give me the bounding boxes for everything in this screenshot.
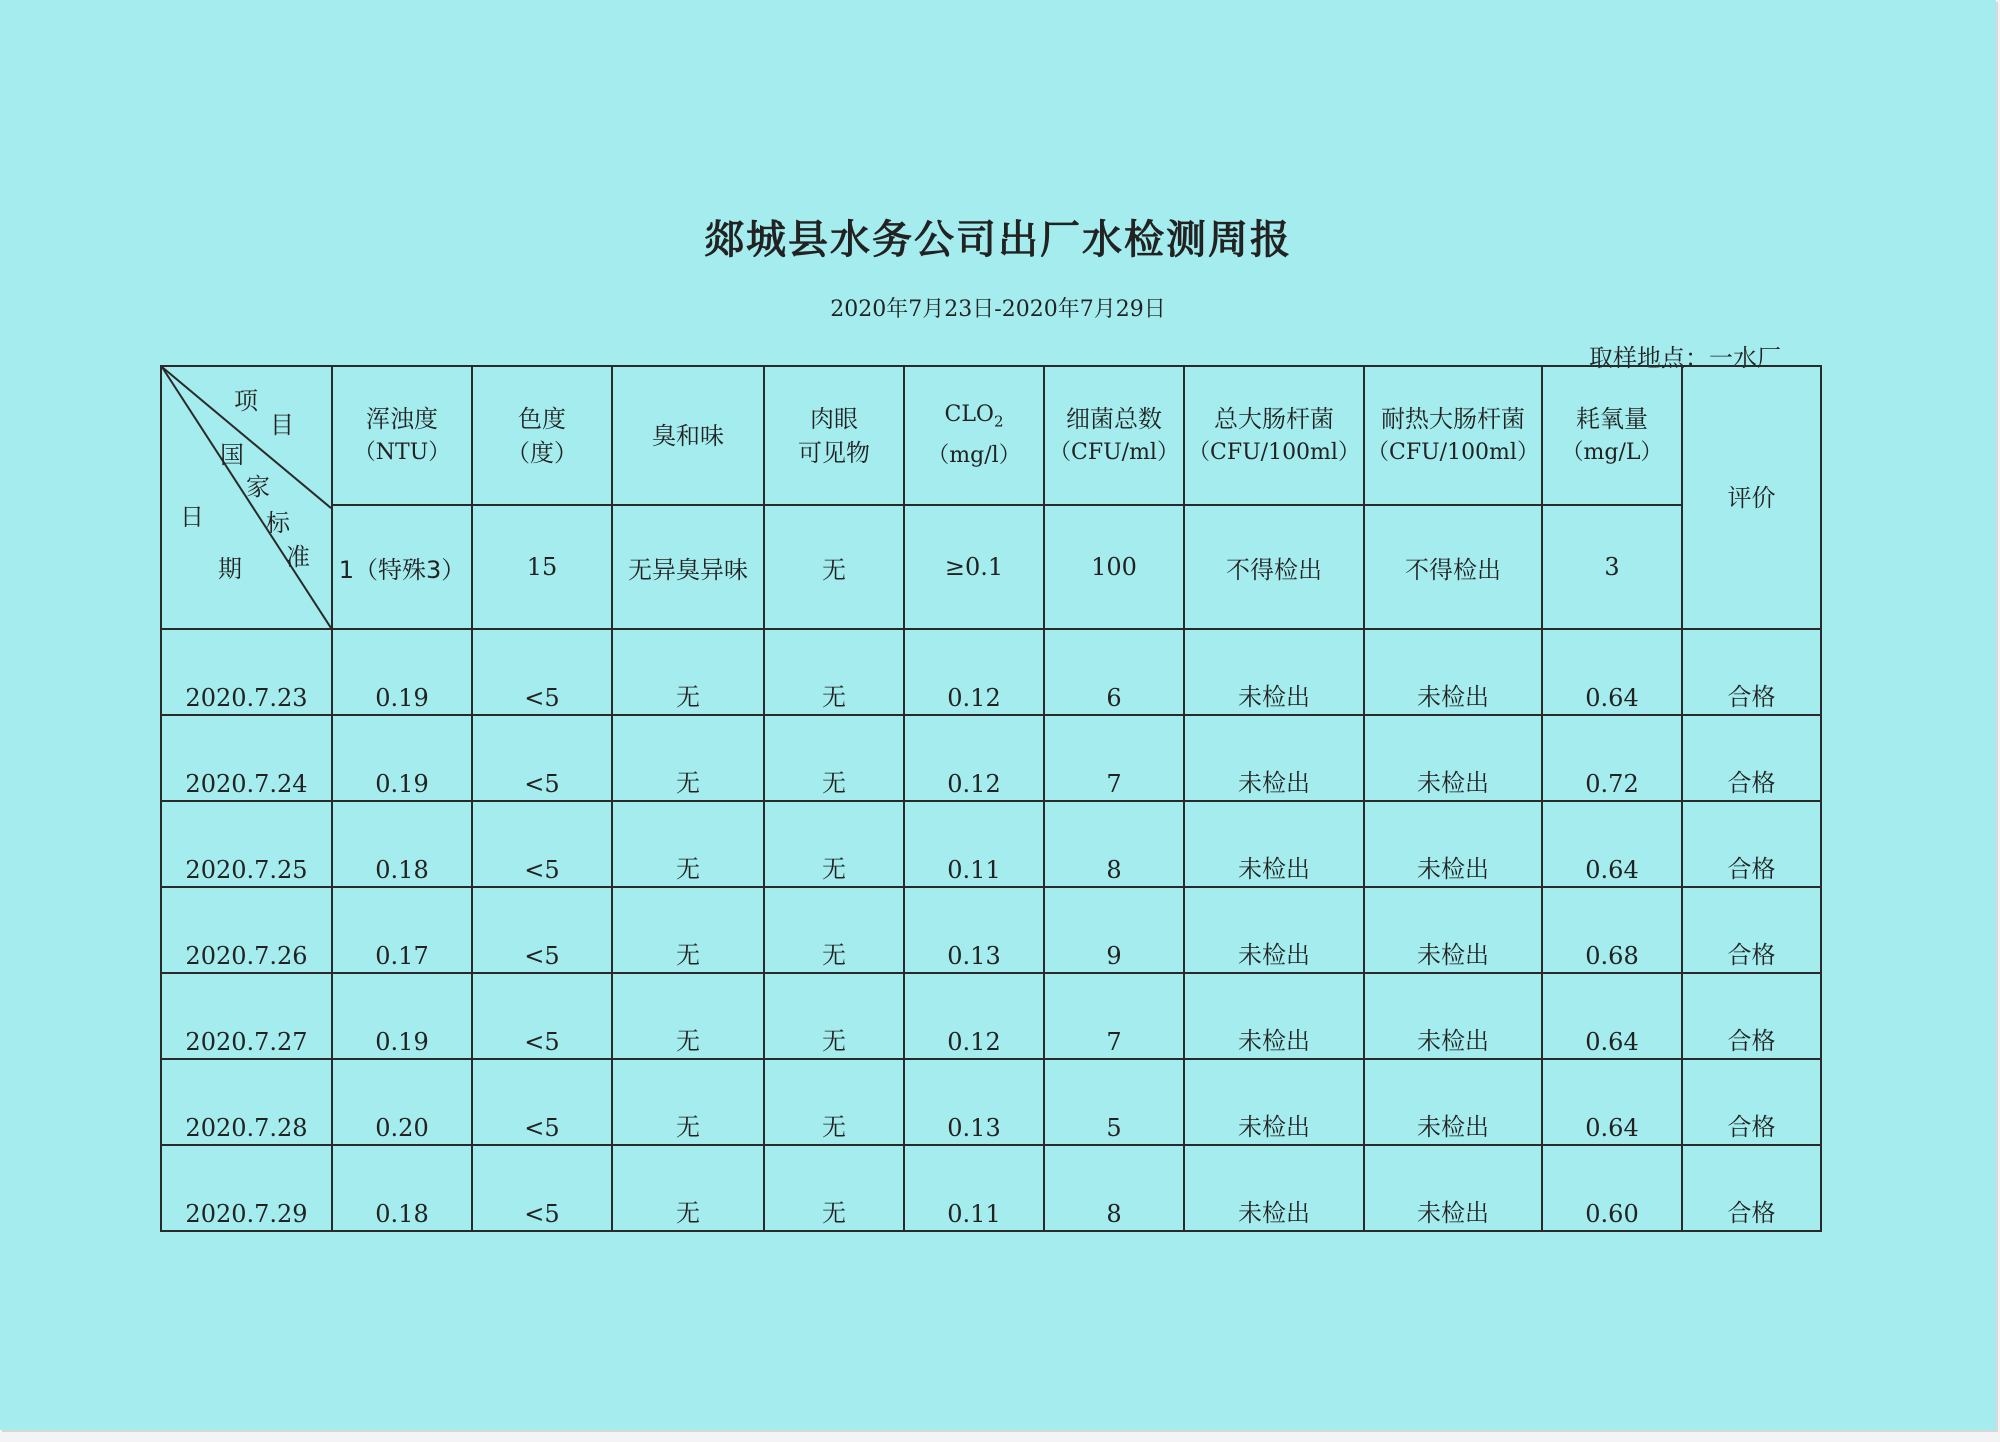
row-value-7: 未检出	[1364, 715, 1542, 801]
row-value-8: 0.72	[1542, 715, 1682, 801]
row-value-3: 无	[764, 1145, 904, 1231]
row-date: 2020.7.28	[161, 1059, 332, 1145]
row-value-1: <5	[472, 1145, 612, 1231]
sampling-location: 取样地点：一水厂	[1589, 344, 1781, 372]
row-value-4: 0.12	[904, 629, 1044, 715]
corner-standard-char-2: 家	[246, 473, 270, 501]
corner-header-cell	[161, 366, 332, 629]
row-value-5: 6	[1044, 629, 1184, 715]
row-value-2: 无	[612, 973, 764, 1059]
standard-visible-matter: 无	[764, 505, 904, 629]
header-color: 色度 （度）	[472, 366, 612, 505]
row-value-1: <5	[472, 887, 612, 973]
row-value-0: 0.19	[332, 715, 472, 801]
table-row	[161, 1059, 1821, 1145]
row-value-5: 7	[1044, 973, 1184, 1059]
row-evaluation: 合格	[1682, 715, 1821, 801]
row-evaluation: 合格	[1682, 887, 1821, 973]
header-turbidity: 浑浊度 （NTU）	[332, 366, 472, 505]
row-value-7: 未检出	[1364, 1059, 1542, 1145]
report-title: 郯城县水务公司出厂水检测周报	[704, 217, 1292, 263]
corner-standard-char-3: 标	[266, 509, 290, 537]
header-thermo-coliform: 耐热大肠杆菌 （CFU/100ml）	[1364, 366, 1542, 505]
header-evaluation: 评价	[1682, 366, 1821, 629]
row-value-3: 无	[764, 973, 904, 1059]
row-value-2: 无	[612, 715, 764, 801]
standard-color: 15	[472, 505, 612, 629]
row-value-4: 0.11	[904, 1145, 1044, 1231]
row-value-1: <5	[472, 1059, 612, 1145]
row-evaluation: 合格	[1682, 1059, 1821, 1145]
header-total-coliform: 总大肠杆菌 （CFU/100ml）	[1184, 366, 1364, 505]
row-value-5: 7	[1044, 715, 1184, 801]
row-value-8: 0.68	[1542, 887, 1682, 973]
row-date: 2020.7.23	[161, 629, 332, 715]
row-value-6: 未检出	[1184, 973, 1364, 1059]
row-date: 2020.7.29	[161, 1145, 332, 1231]
row-value-5: 5	[1044, 1059, 1184, 1145]
row-value-6: 未检出	[1184, 715, 1364, 801]
row-value-5: 8	[1044, 1145, 1184, 1231]
row-value-4: 0.13	[904, 1059, 1044, 1145]
header-bacteria: 细菌总数 （CFU/ml）	[1044, 366, 1184, 505]
row-value-3: 无	[764, 801, 904, 887]
row-value-8: 0.64	[1542, 973, 1682, 1059]
row-value-8: 0.64	[1542, 629, 1682, 715]
row-date: 2020.7.27	[161, 973, 332, 1059]
row-value-7: 未检出	[1364, 973, 1542, 1059]
corner-standard-char-4: 准	[286, 543, 310, 571]
corner-item-char-1: 项	[234, 387, 258, 415]
row-value-0: 0.18	[332, 1145, 472, 1231]
row-value-4: 0.12	[904, 715, 1044, 801]
standard-oxygen-consumption: 3	[1542, 505, 1682, 629]
row-value-7: 未检出	[1364, 887, 1542, 973]
row-value-0: 0.20	[332, 1059, 472, 1145]
corner-date-char-1: 日	[180, 503, 204, 531]
standard-thermo-coliform: 不得检出	[1364, 505, 1542, 629]
row-value-6: 未检出	[1184, 801, 1364, 887]
row-value-2: 无	[612, 629, 764, 715]
row-value-4: 0.12	[904, 973, 1044, 1059]
row-value-0: 0.19	[332, 973, 472, 1059]
table-row	[161, 1145, 1821, 1231]
row-value-7: 未检出	[1364, 801, 1542, 887]
table-row	[161, 715, 1821, 801]
row-value-8: 0.60	[1542, 1145, 1682, 1231]
row-value-6: 未检出	[1184, 887, 1364, 973]
row-value-2: 无	[612, 887, 764, 973]
row-date: 2020.7.25	[161, 801, 332, 887]
row-evaluation: 合格	[1682, 973, 1821, 1059]
row-value-0: 0.19	[332, 629, 472, 715]
row-value-6: 未检出	[1184, 1059, 1364, 1145]
standard-bacteria: 100	[1044, 505, 1184, 629]
water-quality-table	[160, 365, 1822, 1232]
row-value-3: 无	[764, 629, 904, 715]
corner-item-char-2: 目	[270, 411, 294, 439]
table-row	[161, 801, 1821, 887]
row-value-5: 9	[1044, 887, 1184, 973]
row-value-1: <5	[472, 801, 612, 887]
row-value-6: 未检出	[1184, 629, 1364, 715]
row-value-8: 0.64	[1542, 801, 1682, 887]
standard-turbidity: 1（特殊3）	[332, 505, 472, 629]
row-value-4: 0.13	[904, 887, 1044, 973]
row-date: 2020.7.26	[161, 887, 332, 973]
row-evaluation: 合格	[1682, 629, 1821, 715]
row-value-6: 未检出	[1184, 1145, 1364, 1231]
header-clo2: $CLO_2$ （mg/l）	[904, 366, 1044, 505]
header-oxygen-consumption: 耗氧量 （mg/L）	[1542, 366, 1682, 505]
row-value-2: 无	[612, 1145, 764, 1231]
row-evaluation: 合格	[1682, 1145, 1821, 1231]
row-value-1: <5	[472, 715, 612, 801]
row-value-4: 0.11	[904, 801, 1044, 887]
row-value-3: 无	[764, 1059, 904, 1145]
corner-standard-char-1: 国	[220, 441, 244, 469]
table-row	[161, 887, 1821, 973]
row-evaluation: 合格	[1682, 801, 1821, 887]
header-odor: 臭和味	[612, 366, 764, 505]
table-row	[161, 973, 1821, 1059]
standard-total-coliform: 不得检出	[1184, 505, 1364, 629]
corner-date-char-2: 期	[218, 555, 242, 583]
row-value-8: 0.64	[1542, 1059, 1682, 1145]
header-visible-matter: 肉眼 可见物	[764, 366, 904, 505]
row-value-7: 未检出	[1364, 1145, 1542, 1231]
standard-clo2: ≥0.1	[904, 505, 1044, 629]
row-value-5: 8	[1044, 801, 1184, 887]
row-value-3: 无	[764, 887, 904, 973]
row-value-1: <5	[472, 973, 612, 1059]
row-value-3: 无	[764, 715, 904, 801]
row-value-2: 无	[612, 1059, 764, 1145]
row-value-1: <5	[472, 629, 612, 715]
row-value-0: 0.17	[332, 887, 472, 973]
row-date: 2020.7.24	[161, 715, 332, 801]
report-period: 2020年7月23日-2020年7月29日	[830, 297, 1166, 322]
row-value-2: 无	[612, 801, 764, 887]
row-value-7: 未检出	[1364, 629, 1542, 715]
table-row	[161, 629, 1821, 715]
row-value-0: 0.18	[332, 801, 472, 887]
standard-odor: 无异臭异味	[612, 505, 764, 629]
